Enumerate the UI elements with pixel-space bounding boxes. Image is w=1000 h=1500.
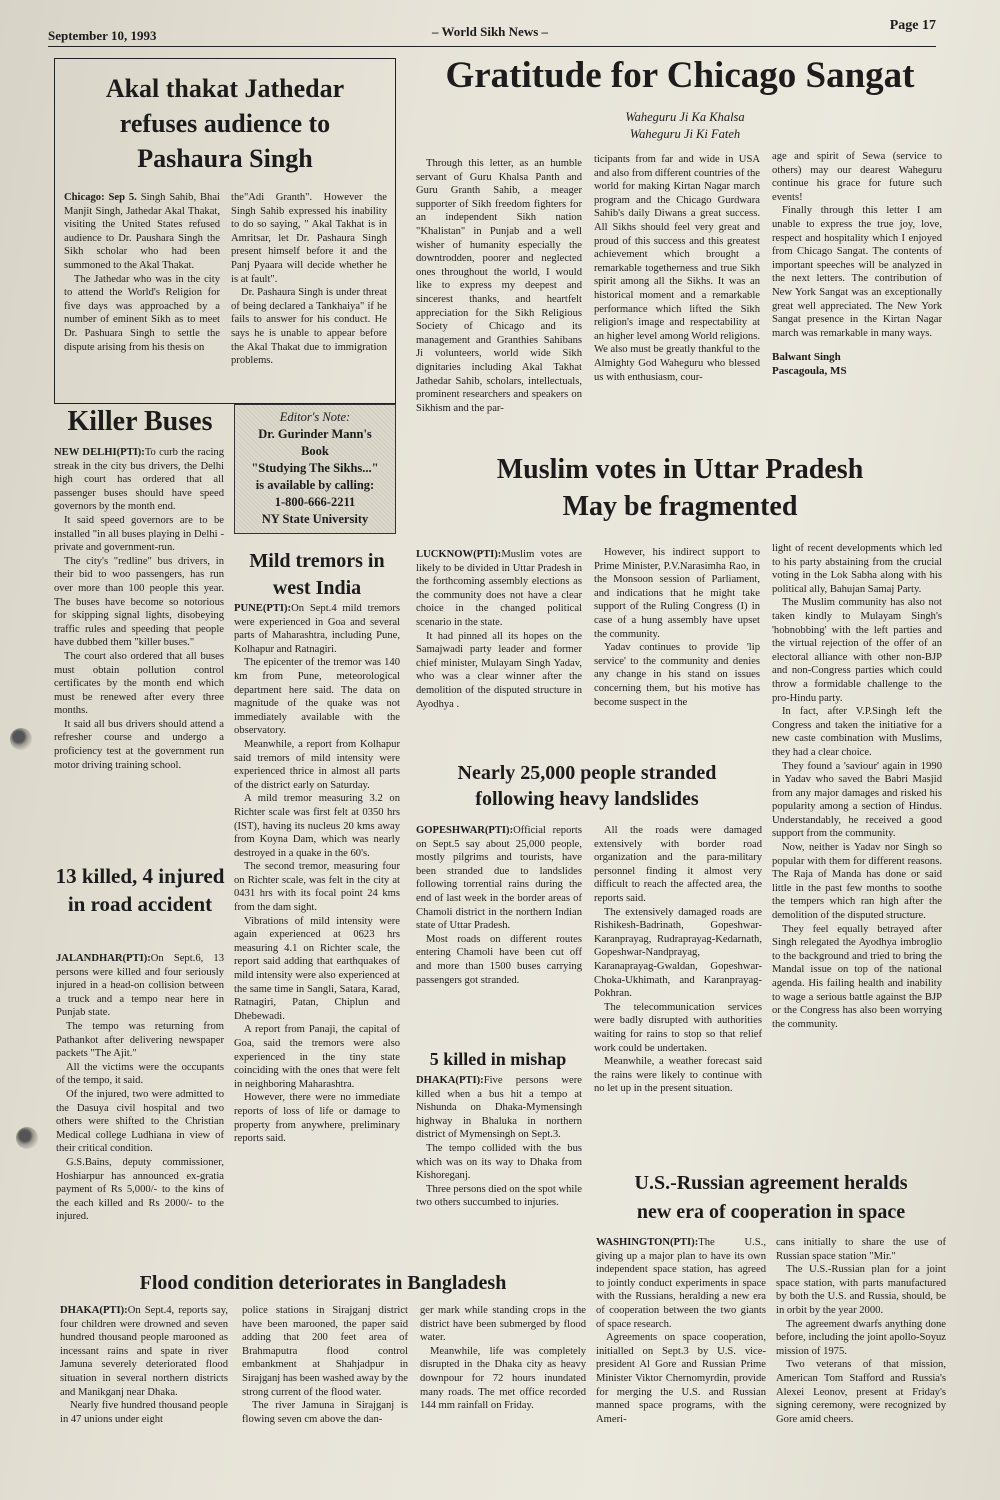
signature-place: Pascagoula, MS xyxy=(772,365,847,378)
killer-buses-body xyxy=(54,446,224,772)
paragraph: The tempo collided with the bus which was on its way to Dhaka from Kishoreganj. xyxy=(416,1142,582,1182)
article-flood xyxy=(58,1270,588,1490)
article-road-accident xyxy=(54,862,226,1262)
paragraph: It had pinned all its hopes on the Samajwadi party leader and former chief minister, Mulayam Singh Yadav, who was a clear winner after the demolition of the disputed structure in Ayodhya . xyxy=(416,630,582,710)
paragraph: The agreement dwarfs anything done before, including the joint apollo-Soyuz mission of 1975. xyxy=(776,1318,946,1357)
dateline: DHAKA(PTI): xyxy=(416,1075,484,1086)
headline-space-2: new era of cooperation in space xyxy=(636,1201,906,1223)
landslides-col-2 xyxy=(594,824,762,1096)
paragraph: Dr. Pashaura Singh is under threat of being declared a Tankhaiya" if he fails to answer for his conduct. He says he is unable to appear before the Akal Thakat due to immigration problems. xyxy=(231,287,387,367)
dateline: NEW DELHI(PTI): xyxy=(54,447,145,458)
paragraph: It said speed governors are to be installed "in all buses playing in Delhi - private and government-run. xyxy=(54,514,224,554)
paragraph: Three persons died on the spot while two others succumbed to injuries. xyxy=(416,1183,582,1209)
editor-note-book-title: "Studying The Sikhs..." xyxy=(251,461,379,475)
headline-space-1: U.S.-Russian agreement heralds xyxy=(634,1172,908,1194)
paragraph: A mild tremor measuring 3.2 on Richter scale was first felt at 0350 hrs (IST), having its nucleus 20 kms away from Koyna Dam, which was nearly destroyed in a quake in the 60's. xyxy=(234,793,400,859)
paragraph: Now, neither is Yadav nor Singh so popular with them for different reasons. The Raja of Manda has done or said little in the past few months to soothe the tempers which ran high after the demolition of the disputed structure. xyxy=(772,842,942,922)
paragraph: Meanwhile, a weather forecast said the rains were likely to continue with no let up in the present situation. xyxy=(594,1056,762,1095)
article-gratitude xyxy=(410,50,950,450)
page-header xyxy=(0,18,1000,48)
paragraph: Nearly five hundred thousand people in 47 unions under eight xyxy=(60,1400,228,1425)
dateline: DHAKA(PTI): xyxy=(60,1305,128,1316)
accident-body xyxy=(56,952,224,1224)
headline-road-accident: 13 killed, 4 injured in road accident xyxy=(55,864,225,916)
paragraph: Of the injured, two were admitted to the Dasuya civil hospital and two others were shifted to the Christian Medical college Ludhiana in view of their critical condition. xyxy=(56,1088,224,1155)
gratitude-col-2 xyxy=(594,153,760,384)
flood-col-2 xyxy=(242,1304,408,1426)
paragraph: G.S.Bains, deputy commissioner, Hoshiarpur has announced ex-gratia payment of Rs 5,000/- to the kins of the each killed and Rs 2000/- to the injured. xyxy=(56,1156,224,1223)
paragraph: To curb the racing streak in the city bus drivers, the Delhi high court has ordered that all passenger buses should have speed governors by the month end. xyxy=(54,447,224,513)
paragraph: age and spirit of Sewa (service to others) may our dearest Waheguru continue his grace for future such events! xyxy=(772,151,942,203)
space-col-2 xyxy=(776,1236,946,1426)
jathedar-col-2 xyxy=(231,191,387,368)
paragraph: The tempo was returning from Pathankot after delivering newspaper packets "The Ajit." xyxy=(56,1020,224,1060)
flood-col-1 xyxy=(60,1304,228,1426)
dateline: Chicago: Sep 5. xyxy=(64,192,137,203)
headline-landslides-1: Nearly 25,000 people stranded xyxy=(457,762,717,784)
paragraph: They found a 'saviour' again in 1990 in Yadav who saved the Babri Masjid from any major damages and risked his popularity among a section of Hindus. Understandably, he received a good support from the community. xyxy=(772,760,942,840)
landslides-col-1 xyxy=(416,824,582,987)
headline-muslim-votes-2: May be fragmented xyxy=(562,491,798,522)
headline-gratitude: Gratitude for Chicago Sangat xyxy=(445,55,915,96)
dateline: LUCKNOW(PTI): xyxy=(416,549,502,560)
paragraph: The river Jamuna in Sirajganj is flowing seven cm above the dan- xyxy=(242,1400,408,1425)
page-number: Page 17 xyxy=(889,18,936,33)
article-space xyxy=(592,1170,950,1470)
issue-date: September 10, 1993 xyxy=(48,28,157,43)
editor-note-box xyxy=(234,404,396,534)
editor-note-line: Dr. Gurinder Mann's xyxy=(258,427,372,441)
dateline: WASHINGTON(PTI): xyxy=(596,1237,699,1248)
paragraph: Finally through this letter I am unable to express the true joy, love, respect and hospitality which I enjoyed from Chicago Sangat. The contents of important speeches will be analyzed in the next letters. The contribution of New York Sangat was an exceptionally great well appreciated. The New York Sangat presence in the Kirtan Nagar march was remarkable in many ways. xyxy=(772,205,942,339)
article-mishap xyxy=(412,1046,584,1246)
dateline: GOPESHWAR(PTI): xyxy=(416,825,514,836)
paragraph: On Sept.4, reports say, four children were drowned and seven hundred thousand people marooned as incessant rains and spate in river Jamuna severely deteriorated flood situation in several northern districts and Manikganj near Dhaka. xyxy=(60,1305,228,1398)
publication-name: – World Sikh News – xyxy=(431,24,549,39)
paragraph: Meanwhile, a report from Kolhapur said tremors of mild intensity were experienced thrice in almost all parts of the district early on Saturday. xyxy=(234,738,400,791)
paragraph: On Sept.4 mild tremors were experienced in Goa and several parts of Maharashtra, including Pune, Kolhapur and Ratnagiri. xyxy=(234,603,400,655)
paragraph: The Muslim community has also not taken kindly to Mulayam Singh's 'hobnobbing' with the left parties and the virtual rejection of the offer of an electoral alliance with other non-BJP and non-Congress parties which could throw a formidable challenge to the pro-Hindu party. xyxy=(772,597,942,704)
muslim-votes-col-2 xyxy=(594,546,760,709)
headline-flood: Flood condition deteriorates in Bangladesh xyxy=(139,1272,507,1294)
paragraph: The U.S., giving up a major plan to have its own independent space station, has agreed to jointly conduct experiments in space with the Russians, heralding a new era of cooperation between the two giants of space research. xyxy=(596,1237,766,1330)
article-killer-buses xyxy=(54,404,226,864)
paragraph: the"Adi Granth". However the Singh Sahib expressed his inability to do so saying, " Akal Takhat is in Amritsar, let Dr. Pashaura Singh present himself before it and the Panj Pyaara will decide whether he is at fault". xyxy=(231,192,387,285)
paragraph: However, his indirect support to Prime Minister, P.V.Narasimha Rao, in the Monsoon session of Parliament, and indications that he might take support of the Ruling Congress (I) in case of a hung assembly have upset the community. xyxy=(594,547,760,640)
signature-name: Balwant Singh xyxy=(772,351,841,364)
tremors-body xyxy=(234,602,400,1146)
paragraph: ger mark while standing crops in the district have been submerged by flood water. xyxy=(420,1305,586,1344)
dateline: JALANDHAR(PTI): xyxy=(56,953,151,964)
salutation-1: Waheguru Ji Ka Khalsa xyxy=(625,110,745,124)
paragraph: On Sept.6, 13 persons were killed and four seriously injured in a head-on collision between a truck and a tempo near here in Punjab state. xyxy=(56,953,224,1019)
muslim-votes-col-1 xyxy=(416,548,582,711)
editor-note-phone: 1-800-666-2211 xyxy=(274,495,356,509)
paragraph: However, there were no immediate reports of loss of life or damage to property from anywhere, preliminary reports said. xyxy=(234,1092,400,1145)
paragraph: cans initially to share the use of Russian space station "Mir." xyxy=(776,1237,946,1262)
paragraph: All the roads were damaged extensively with border road organization and the para-military personnel finding it almost very difficult to reach the affected area, the reports said. xyxy=(594,825,762,904)
paragraph: Five persons were killed when a bus hit a tempo at Nishunda on Dhaka-Mymensingh highway in Bhaluka in northern district of Mymensingh on Sept.3. xyxy=(416,1075,582,1141)
paragraph: Most roads on different routes entering Chamoli have been cut off and more than 1500 buses carrying passengers got stranded. xyxy=(416,933,582,986)
paragraph: ticipants from far and wide in USA and also from different countries of the world for making Kirtan Nagar march program and the Chicago Gurdwara Sahib's daily Diwans a great success. All Sikhs should feel very great and proud of this success and this greatest achievement which brought a remarkable togetherness and true Sikh spirit among all the Sikhs. It was an historical moment and a remarkable performance which lifted the Sikh religion's image and respectability at an higher level among World religions. We also must be greatly thankful to the Almighty God Waheguru who blessed us with enthusiasm, cour- xyxy=(594,154,760,383)
headline-tremors: Mild tremors in west India xyxy=(249,550,385,599)
paragraph: They feel equally betrayed after Singh relegated the Ayodhya imbroglio to the background and tried to bring the Mandal issue on top of the national agenda. His failing health and inability to wage a serious battle against the BJP or the Congress has also been worrying the community. xyxy=(772,923,942,1030)
paragraph: Two veterans of that mission, American Tom Stafford and Russia's Alexei Leonov, present at Friday's signing ceremony, were recognized by Gore amid cheers. xyxy=(776,1359,946,1425)
paragraph: The telecommunication services were badly disrupted with authorities waiting for rains to stop so that relief work could be undertaken. xyxy=(594,1001,762,1054)
paragraph: Official reports on Sept.5 say about 25,000 people, mostly pilgrims and tourists, have been stranded due to landslides following torrential rains during the end of last week in the border areas of Chamoli district in the northern Indian state of Uttar Pradesh. xyxy=(416,825,582,932)
jathedar-col-1 xyxy=(64,191,220,354)
paragraph: It said all bus drivers should attend a refresher course and undergo a proficiency test at the government run motor driving training school. xyxy=(54,718,224,771)
paragraph: Agreements on space cooperation, initialled on Sept.3 by U.S. vice-president Al Gore and Russian Prime Minister Viktor Chernomyrdin, provide for merging the U.S. and Russian manned space programs, with the Ameri- xyxy=(596,1332,766,1425)
paragraph: All the victims were the occupants of the tempo, it said. xyxy=(56,1061,224,1087)
paragraph: police stations in Sirajganj district have been marooned, the paper said adding that 200 feet area of Brahmaputra flood control embankment at Shahjadpur in Sirajganj has been washed away by the strong current of the flood water. xyxy=(242,1305,408,1398)
punch-hole-upper xyxy=(10,728,32,750)
headline-mishap: 5 killed in mishap xyxy=(429,1049,567,1069)
editor-note-line: Book xyxy=(301,444,329,458)
punch-hole-lower xyxy=(16,1127,38,1149)
paragraph: Meanwhile, life was completely disrupted in the Dhaka city as heavy downpour for 72 hours inundated many roads. The met office recorded 144 mm rainfall on Friday. xyxy=(420,1345,586,1412)
headline-landslides-2: following heavy landslides xyxy=(475,788,699,810)
paragraph: Through this letter, as an humble servant of Guru Khalsa Panth and Guru Granth Sahib, a meager supporter of Sikh freedom fighters for an independent Sikh nation "Khalistan" in Punjab and a well wisher of humanity especially the downtrodden, poorer and neglected ones throughout the world, I would like to express my deepest and sincerest thanks, and heartfelt appreciation for the Sikh Religious Society of Chicago and its management and Granthies Sahibans Ji volunteers, world wide Sikh dignitaries including Akal Takhat Jathedar Sahib, scholars, intellectuals, prominent researchers and speakers on Sikhism and the par- xyxy=(416,158,582,414)
editor-note-title: Editor's Note: xyxy=(279,410,351,424)
header-rule xyxy=(48,46,936,47)
muslim-votes-col-3 xyxy=(772,542,942,1031)
paragraph: Yadav continues to provide 'lip service' to the community and denies any change in his stand on issues concerning them, but his motive has become suspect in the xyxy=(594,642,760,708)
headline-killer-buses: Killer Buses xyxy=(67,406,213,437)
dateline: PUNE(PTI): xyxy=(234,603,292,614)
paragraph: The city's "redline" bus drivers, in their bid to woo passengers, has run over more than 100 people this year. The buses have become so notorious for skipping signal lights, disobeying traffic rules and speeding that people have dubbed them "killer buses." xyxy=(54,555,224,649)
paragraph: The court also ordered that all buses must obtain pollution control certificates by the month end which must be renewed after every three months. xyxy=(54,650,224,717)
salutation-2: Waheguru Ji Ki Fateh xyxy=(629,127,741,141)
paragraph: The second tremor, measuring four on Richter scale, was felt in the city at 0431 hrs with its focal point 24 kms from the dam sight. xyxy=(234,861,400,914)
paragraph: The U.S.-Russian plan for a joint space station, with parts manufactured by both the U.S. and Russia, should, be in orbit by the year 2000. xyxy=(776,1264,946,1316)
flood-col-3 xyxy=(420,1304,586,1413)
editor-note-line: NY State University xyxy=(261,512,369,526)
paragraph: Singh Sahib, Bhai Manjit Singh, Jathedar Akal Thakat, visiting the United States refused audience to Dr. Paushara Singh the Sikh scholar who had been summoned to the Akal Thakat. xyxy=(64,192,220,271)
headline-muslim-votes-1: Muslim votes in Uttar Pradesh xyxy=(496,454,864,485)
article-tremors xyxy=(232,548,402,1248)
paragraph: light of recent developments which led to his party abstaining from the crucial voting in the Lok Sabha along with his political ally, Bahujan Samaj Party. xyxy=(772,543,942,595)
gratitude-col-1 xyxy=(416,157,582,415)
paragraph: The Jathedar who was in the city to attend the World's Religion for five days was approached by a number of eminent Sikh as to meet Dr. Pashuara Singh to settle the dispute arising from his thesis on xyxy=(64,273,220,353)
space-col-1 xyxy=(596,1236,766,1426)
paragraph: The extensively damaged roads are Rishikesh-Badrinath, Gopeshwar-Karanprayag, Rudraprayag-Kedarnath, Gopeshwar-Nandprayag, Karanaprayag-Gwaldan, Gopeshwar-Choka-Ukhimath, and Karanprayag-Pokhran. xyxy=(594,906,762,1000)
paragraph: The epicenter of the tremor was 140 km from Pune, meteorological department here said. The data on magnitude of the quake was not immediately available with the observatory. xyxy=(234,657,400,737)
paragraph: A report from Panaji, the capital of Goa, said the tremors were also experienced in the tiny state coinciding with the ones that were felt in neighboring Maharashtra. xyxy=(234,1024,400,1090)
headline-jathedar: Akal thakat Jathedar refuses audience to Pashaura Singh xyxy=(105,74,345,173)
paragraph: In fact, after V.P.Singh left the Congress and taken the initiative for a new caste combination with Muslims, they had a clear choice. xyxy=(772,706,942,758)
article-jathedar xyxy=(54,58,396,404)
paragraph: Muslim votes are likely to be divided in Uttar Pradesh in the forthcoming assembly elections as the community does not have a clear choice in the changed political scenario in the state. xyxy=(416,549,582,628)
editor-note-line: is available by calling: xyxy=(255,478,375,492)
gratitude-col-3 xyxy=(772,150,942,378)
paragraph: Vibrations of mild intensity were again experienced at 0623 hrs measuring 4.1 on Richter scale, the report said adding that earthquakes of mild intensity were also experienced at the same time in Sangli, Satara, Karad, Ratnagiri, Patan, Chiplun and Dhebewadi. xyxy=(234,915,400,1022)
mishap-body xyxy=(416,1074,582,1210)
